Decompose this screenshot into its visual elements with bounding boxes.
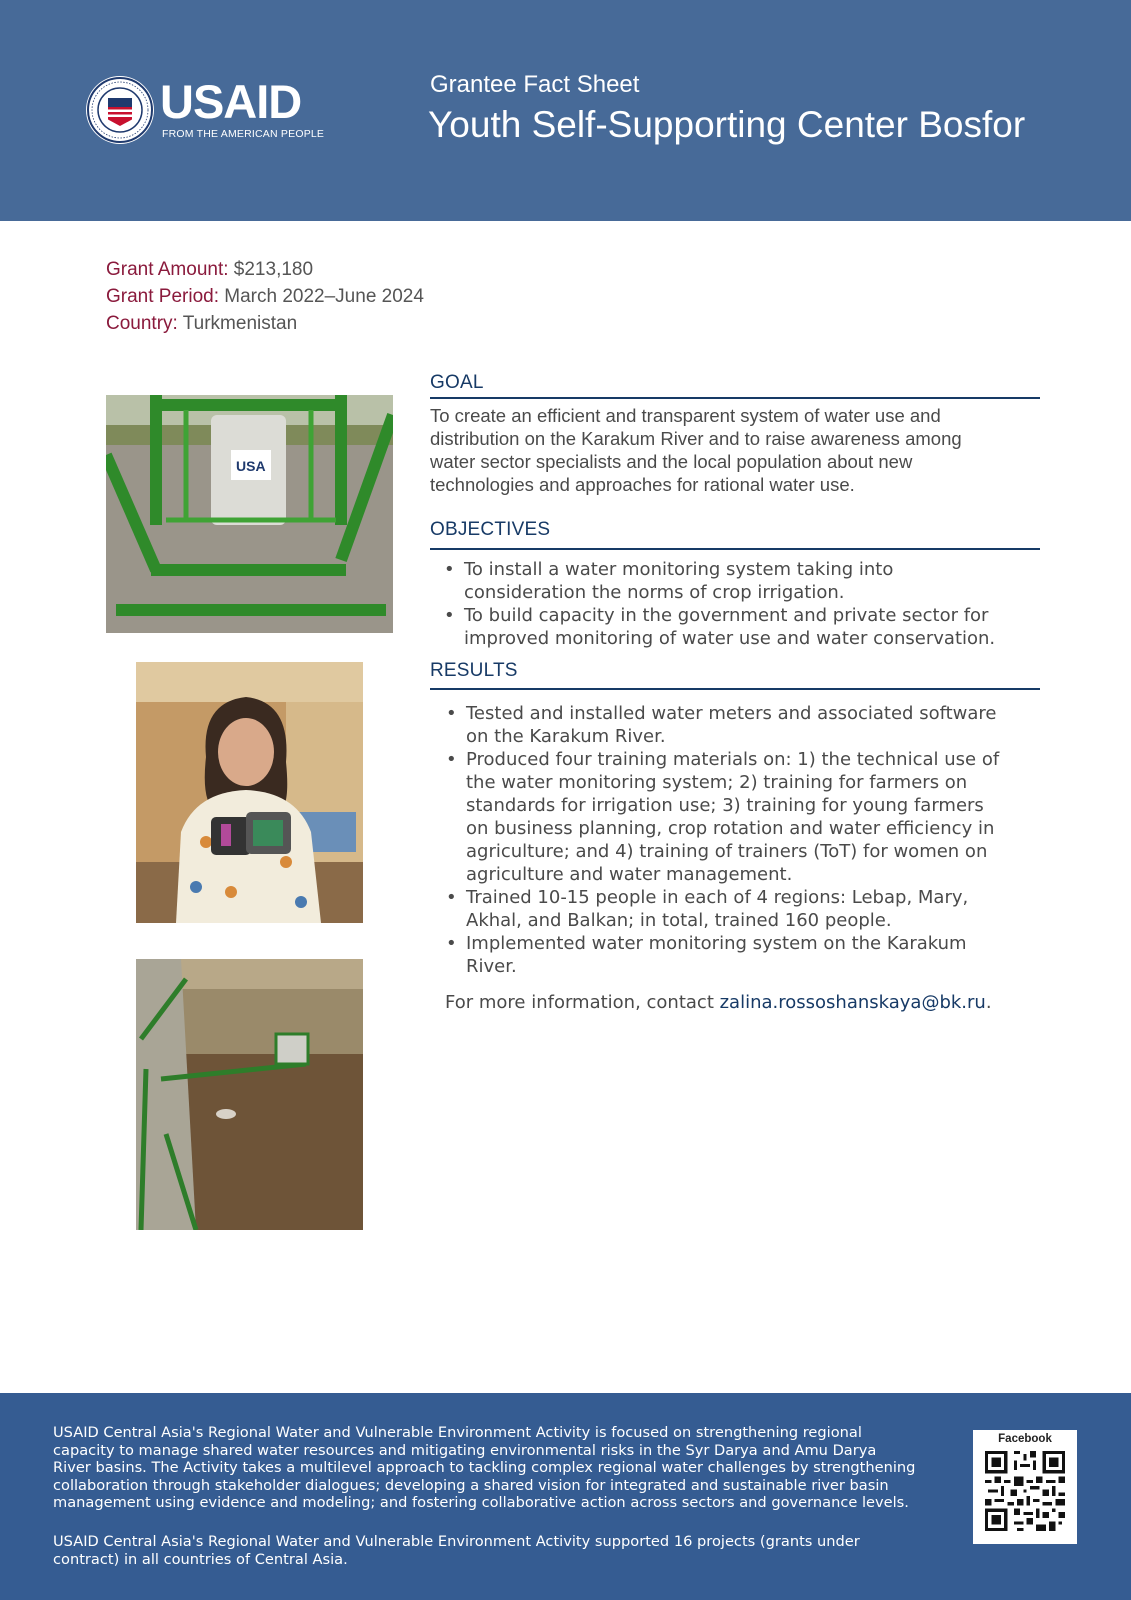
grant-amount-value: $213,180 bbox=[233, 259, 314, 280]
footer-line: management using evidence and modeling; and fostering collaborative action across sectors and governance levels. bbox=[53, 1494, 909, 1511]
contact-prefix: For more information, contact bbox=[445, 992, 720, 1013]
result-line: agriculture and water management. bbox=[466, 864, 793, 885]
list-item bbox=[432, 748, 1047, 886]
grant-details bbox=[106, 256, 424, 337]
photo-woman-with-device bbox=[136, 662, 363, 923]
result-line: • Tested and installed water meters and associated software bbox=[466, 703, 997, 724]
result-line: on the Karakum River. bbox=[466, 726, 666, 747]
result-line: the water monitoring system; 2) training for farmers on bbox=[466, 772, 968, 793]
contact-line bbox=[445, 992, 992, 1013]
goal-text bbox=[430, 404, 1030, 496]
logo-tagline: FROM THE AMERICAN PEOPLE bbox=[162, 128, 325, 140]
country-row bbox=[106, 310, 424, 337]
goal-line: water sector specialists and the local population about new bbox=[430, 451, 913, 472]
result-line: • Implemented water monitoring system on the Karakum bbox=[466, 933, 967, 954]
logo-wordmark: USAID bbox=[160, 75, 302, 128]
qr-label: Facebook bbox=[998, 1433, 1052, 1445]
svg-text:USA: USA bbox=[236, 458, 266, 474]
footer-description bbox=[53, 1424, 953, 1512]
contact-email-link[interactable]: zalina.rossoshanskaya@bk.ru bbox=[719, 992, 986, 1013]
goal-heading: GOAL bbox=[430, 372, 484, 393]
grant-period-label: Grant Period: bbox=[106, 286, 219, 307]
objective-line: improved monitoring of water use and water conservation. bbox=[464, 628, 996, 649]
objective-line: • To build capacity in the government and private sector for bbox=[464, 605, 989, 626]
list-item bbox=[430, 604, 1040, 650]
grant-amount-row bbox=[106, 256, 424, 283]
result-line: • Trained 10-15 people in each of 4 regions: Lebap, Mary, bbox=[466, 887, 969, 908]
photo-river-monitoring-station bbox=[136, 959, 363, 1230]
result-line: standards for irrigation use; 3) training for young farmers bbox=[466, 795, 984, 816]
photo-water-meter-frame bbox=[106, 395, 393, 633]
result-line: on business planning, crop rotation and water efficiency in bbox=[466, 818, 995, 839]
goal-divider bbox=[430, 397, 1040, 399]
goal-line: technologies and approaches for rational water use. bbox=[430, 474, 855, 495]
grant-period-value: March 2022–June 2024 bbox=[224, 286, 424, 307]
country-label: Country: bbox=[106, 313, 178, 334]
footer-projects-note bbox=[53, 1533, 953, 1568]
result-line: agriculture; and 4) training of trainers (ToT) for women on bbox=[466, 841, 988, 862]
result-line: River. bbox=[466, 956, 517, 977]
usaid-seal-icon bbox=[86, 76, 154, 144]
country-value: Turkmenistan bbox=[182, 313, 298, 334]
results-heading: RESULTS bbox=[430, 660, 518, 681]
objectives-divider bbox=[430, 548, 1040, 550]
facebook-qr-card[interactable] bbox=[973, 1430, 1077, 1544]
usaid-logo[interactable] bbox=[86, 76, 326, 146]
footer-line: River basins. The Activity takes a multilevel approach to tackling complex regional water challenges by strengthening bbox=[53, 1459, 916, 1476]
qr-code-icon[interactable] bbox=[985, 1451, 1065, 1531]
list-item bbox=[432, 886, 1047, 932]
results-divider bbox=[430, 688, 1040, 690]
list-item bbox=[430, 558, 1040, 604]
footer-line: capacity to manage shared water resources and mitigating environmental risks in the Syr Darya and Amu Darya bbox=[53, 1441, 877, 1459]
footer-line: USAID Central Asia's Regional Water and Vulnerable Environment Activity supported 16 projects (grants under bbox=[53, 1533, 860, 1550]
footer-line: USAID Central Asia's Regional Water and Vulnerable Environment Activity is focused on strengthening regional bbox=[53, 1424, 862, 1441]
objective-line: consideration the norms of crop irrigation. bbox=[464, 582, 845, 603]
page-title: Youth Self-Supporting Center Bosfor bbox=[428, 104, 1026, 145]
goal-line: distribution on the Karakum River and to raise awareness among bbox=[430, 428, 962, 449]
results-list bbox=[432, 702, 1047, 978]
goal-line: To create an efficient and transparent system of water use and bbox=[430, 405, 941, 426]
list-item bbox=[432, 702, 1047, 748]
result-line: Akhal, and Balkan; in total, trained 160 people. bbox=[466, 910, 892, 931]
grant-period-row bbox=[106, 283, 424, 310]
header-banner bbox=[0, 0, 1131, 221]
footer-line: collaboration through stakeholder dialogues; developing a shared vision for integrated and sustainable river basin bbox=[53, 1476, 889, 1494]
footer-line: contract) in all countries of Central Asia. bbox=[53, 1550, 348, 1568]
contact-suffix: . bbox=[985, 992, 992, 1013]
objectives-heading: OBJECTIVES bbox=[430, 519, 551, 540]
grant-amount-label: Grant Amount: bbox=[106, 259, 229, 280]
objective-line: • To install a water monitoring system taking into bbox=[464, 559, 894, 580]
objectives-list bbox=[430, 558, 1040, 650]
result-line: • Produced four training materials on: 1) the technical use of bbox=[466, 749, 1000, 770]
doc-subtitle: Grantee Fact Sheet bbox=[430, 71, 640, 98]
list-item bbox=[432, 932, 1047, 978]
